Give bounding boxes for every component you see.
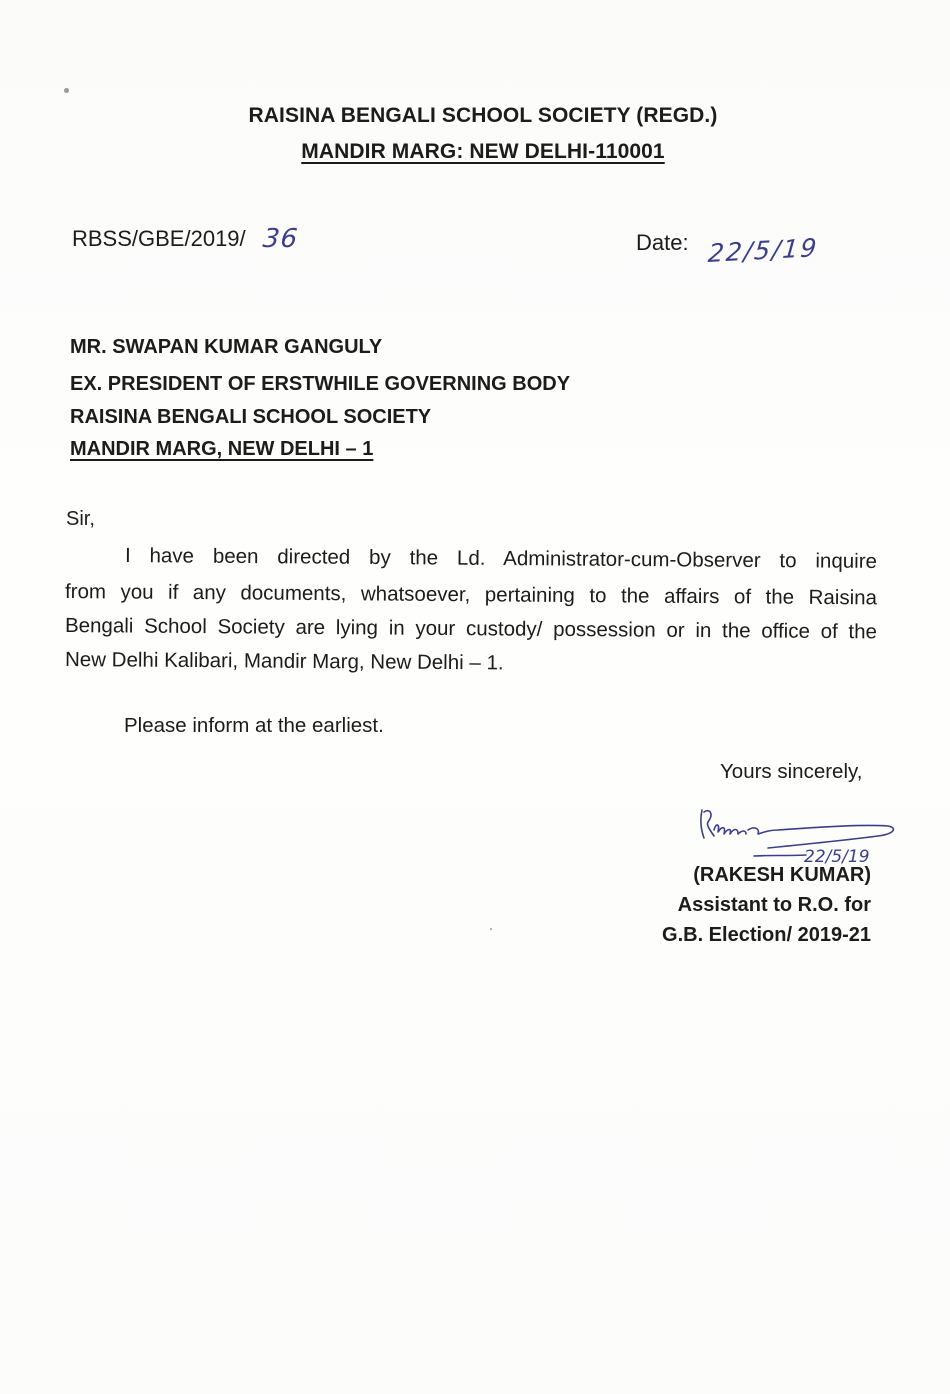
recipient-organization: RAISINA BENGALI SCHOOL SOCIETY (70, 406, 432, 428)
body-line-4: New Delhi Kalibari, Mandir Marg, New Delhi – 1. (64, 648, 504, 675)
signatory-name: (RAKESH KUMAR) (693, 864, 871, 886)
signature-date: 22/5/19 (804, 847, 870, 867)
body-line-3: Bengali School Society are lying in your custody/ possession or in the office of the (64, 614, 878, 644)
organization-name: RAISINA BENGALI SCHOOL SOCIETY (REGD.) (248, 104, 718, 127)
scan-speck (490, 928, 492, 930)
reference-number-handwritten: 36 (261, 224, 300, 254)
recipient-name: MR. SWAPAN KUMAR GANGULY (70, 336, 383, 358)
signatory-title-line-1: Assistant to R.O. for (677, 894, 871, 916)
closing-line: Yours sincerely, (720, 760, 863, 783)
reference-number-prefix: RBSS/GBE/2019/ (72, 226, 246, 251)
date-handwritten: 22/5/19 (706, 233, 820, 268)
recipient-address-text: MANDIR MARG, NEW DELHI – 1 (70, 438, 374, 460)
body-line-1: I have been directed by the Ld. Administrator-cum-Observer to inquire (124, 544, 878, 573)
recipient-designation: EX. PRESIDENT OF ERSTWHILE GOVERNING BODY (70, 373, 571, 395)
request-line: Please inform at the earliest. (124, 714, 384, 737)
scan-speck (64, 88, 69, 93)
organization-address (8, 140, 950, 164)
handwritten-signature-icon (688, 800, 908, 874)
salutation: Sir, (66, 508, 95, 530)
signatory-title-line-2: G.B. Election/ 2019-21 (662, 924, 871, 946)
recipient-address (70, 438, 373, 461)
body-line-2: from you if any documents, whatsoever, pertaining to the affairs of the Raisina (64, 580, 878, 610)
organization-address-text: MANDIR MARG: NEW DELHI-110001 (301, 140, 665, 163)
date-label: Date: (636, 230, 689, 255)
